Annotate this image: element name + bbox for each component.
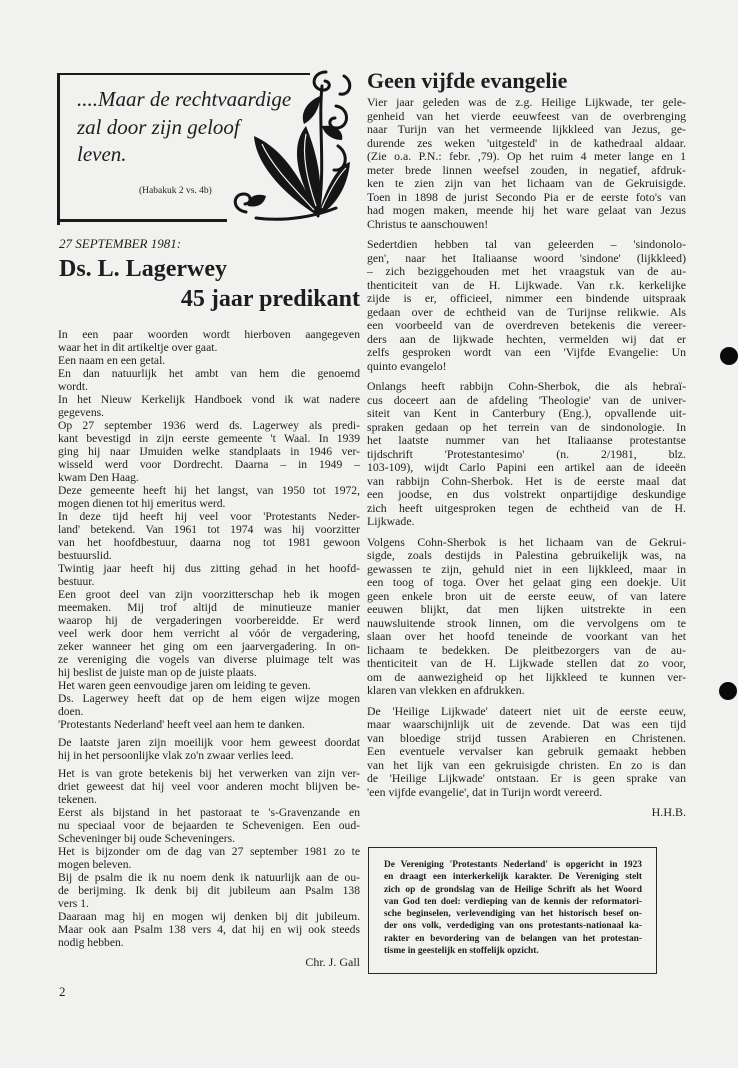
text-line: Het is bijzonder om de dag van 27 september 1981 zo te — [58, 845, 360, 858]
text-line: klaren van vlekken en afdrukken. — [367, 683, 525, 697]
text-line: het laatste nummer van het Italiaanse protestantse — [367, 433, 686, 447]
article-title-line2: 45 jaar predikant — [180, 286, 360, 312]
text-line: zeker wanneer het ging om een jaarvergadering. In on- — [58, 640, 360, 653]
text-line: een toog of toga. Over het gelaat ging een doekje. Uit — [367, 575, 686, 589]
punch-hole-icon — [720, 347, 738, 365]
paragraph — [58, 328, 360, 354]
text-line: Toen in 1898 de jurist Secondo Pia er de eerste foto's van — [367, 189, 686, 204]
paragraph — [367, 705, 686, 800]
text-line: naar Turijn van het vermeende lijkkleed van Jezus, ge- — [367, 122, 686, 136]
text-line: der ons volk, verdediging van ons protestants-nationaal ka- — [384, 921, 642, 932]
paragraph — [58, 354, 360, 367]
text-line: Eerst als bijstand in het pastoraat te 's-Gravenzande en — [58, 806, 360, 819]
text-line: Sedertdien hebben tal van geleerden – 'sindonolo- — [367, 237, 686, 251]
right-article-title: Geen vijfde evangelie — [367, 68, 568, 93]
text-line: zelfs gesproken wordt van een 'Vijfde Evangelie: Un — [367, 345, 686, 359]
text-line: mogen dienen tot hij emeritus werd. — [58, 497, 226, 510]
text-line: De laatste jaren zijn moeilijk voor hem geweest doordat — [58, 736, 360, 749]
text-line: wisseld werd voor Dordrecht. Daarna – in 1949 – — [58, 458, 360, 471]
paragraph — [58, 679, 360, 692]
text-line: In een paar woorden wordt hierboven aangegeven — [58, 328, 360, 341]
text-line: land' betekend. Van 1961 tot 1974 was hij voorzitter — [58, 523, 360, 536]
text-line: mogen beleven. — [58, 858, 132, 871]
text-line: meemaken. Mij trof altijd de minutieuze manier — [58, 601, 360, 614]
text-line: nodig hebben. — [58, 936, 124, 949]
paragraph — [58, 588, 360, 679]
text-line: de 'Heilige Lijkwade' ontstaan. Er is geen sprake van — [367, 771, 686, 785]
text-line: nu speciaal voor de bejaarden te Schevenigen. Een oud- — [58, 819, 360, 832]
text-line: siteit van Kent in Canterbury (Eng.), opvallende uit- — [367, 406, 686, 420]
text-line: van het hoofdbestuur, daarna nog tot 1981 gewoon — [58, 536, 360, 549]
text-line: Ds. Lagerwey heeft dat op de hem eigen wijze mogen — [58, 692, 360, 705]
association-info-text — [384, 859, 642, 957]
text-line: van bloedige strijd tussen Arabieren en Christenen. — [367, 730, 686, 745]
paragraph — [58, 910, 360, 949]
text-line: vers 1. — [58, 897, 89, 910]
text-line: sche beginselen, verlevendiging van het historisch besef on- — [384, 909, 642, 920]
text-line: lichaam te bedekken. De pleitbezorgers van de au- — [367, 642, 686, 657]
text-line: Op 27 september 1936 werd ds. Lagerwey als predi- — [58, 419, 360, 432]
paragraph — [58, 484, 360, 510]
text-line: ken te zien zijn van het lichaam van de Gekruisigde. — [367, 176, 686, 190]
text-line: hij beslist de juiste man op de juiste plaats. — [58, 666, 257, 679]
left-article-body — [58, 328, 360, 970]
text-line: Een naam en een getal. — [58, 354, 166, 367]
paragraph — [58, 736, 360, 762]
text-line: eeuwen blijkt, dat men lijken uitstrekte in een — [367, 602, 686, 616]
text-line: Het is van grote betekenis bij het verwerken van zijn ver- — [58, 767, 360, 780]
text-line: zich heeft uitgesproken tegen de echtheid van de H. — [367, 500, 686, 515]
text-line: En dan natuurlijk het ambt van hem die genoemd — [58, 367, 360, 380]
text-line: geen enkele bron uit de eerste eeuw, of van latere — [367, 588, 686, 603]
paragraph — [58, 510, 360, 562]
text-line: slaan over het hoofd teneinde de voorkant van het — [367, 629, 686, 643]
text-line: De 'Heilige Lijkwade' dateert niet uit de eerste eeuw, — [367, 703, 686, 718]
text-line: Bij de psalm die ik nu noem denk ik natuurlijk aan de ou- — [58, 871, 360, 884]
paragraph — [367, 238, 686, 373]
paragraph — [58, 845, 360, 871]
text-line: – zich beziggehouden met het vraagstuk van de au- — [367, 264, 686, 278]
text-line: een joodse, en dus volstrekt onpartijdige deskundige — [367, 487, 686, 501]
paragraph — [58, 367, 360, 393]
text-line: kwam Den Haag. — [58, 471, 139, 484]
text-line: Daaraan mag hij en mogen wij denken bij dit jubileum. — [58, 910, 360, 923]
text-line: Onlangs heeft rabbijn Cohn-Sherbok, die als hebraï- — [367, 379, 686, 393]
page-number: 2 — [59, 984, 66, 999]
text-line: tisme in geestelijk en stoffelijk opzicht. — [384, 946, 539, 957]
paragraph — [58, 562, 360, 588]
text-line: In het Nieuw Kerkelijk Handboek vond ik wat nadere — [58, 393, 360, 406]
floral-ornament-icon — [226, 66, 354, 226]
paragraph — [58, 718, 360, 731]
quote-line: zal door zijn geloof — [77, 114, 240, 139]
paragraph — [367, 96, 686, 231]
text-line: wordt. — [58, 380, 88, 393]
text-line: nauwsluitende strook linnen, om die vervolgens om te — [367, 615, 686, 630]
text-line: Volgens Cohn-Sherbok is het lichaam van de Gekrui- — [367, 534, 686, 549]
author-signature: Chr. J. Gall — [305, 955, 360, 969]
text-line: gedaan over de echtheid van de Turijnse relikwie. Als — [367, 304, 686, 319]
text-line: thenticiteit van de H. Lijkwade. Van r.k. kerkelijke — [367, 277, 686, 292]
paragraph — [367, 380, 686, 529]
text-line: maar waarschijnlijk uit de zevende. Dat was een tijd — [367, 717, 686, 731]
text-line: bestuur. — [58, 575, 95, 588]
text-line: 'een vijfde evangelie', dat in Turijn wordt vereerd. — [367, 784, 603, 799]
paragraph — [58, 871, 360, 910]
text-line: Het waren geen eenvoudige jaren om leiding te geven. — [58, 679, 311, 692]
text-line: spraken gedaan op het terrein van de sindonologie. In — [367, 419, 686, 434]
text-line: durende zes weken 'uitgesteld' in de kathedraal aldaar. — [367, 135, 686, 150]
text-line: driet geweest dat hij veel voor anderen mocht blijven be- — [58, 780, 360, 793]
right-article-body — [367, 96, 686, 820]
text-line: een voorbeeld van de overdreven betekenis die vereer- — [367, 318, 686, 332]
author-signature: H.H.B. — [651, 805, 686, 819]
text-line: sigde, zoals destijds in Palestina gebruikelijk was, na — [367, 548, 686, 562]
text-line: 103-109), wijdt Carlo Papini een artikel aan de ideeën — [367, 460, 686, 474]
text-line: 'Protestants Nederland' heeft veel aan hem te danken. — [58, 718, 305, 731]
article-title-line1: Ds. L. Lagerwey — [59, 256, 227, 282]
text-line: van het lijk van een gekruisigde christen. En zo is dan — [367, 757, 686, 772]
text-line: thenticiteit van de H. Lijkwade stellen dat zo voor, — [367, 656, 686, 670]
text-line: De Vereniging 'Protestants Nederland' is opgericht in 1923 — [384, 860, 642, 870]
quote-frame-bottom-rule — [57, 219, 227, 222]
text-line: cus doceert aan de afdeling 'Theologie' van de univer- — [367, 392, 686, 407]
text-line: doen. — [58, 705, 84, 718]
paragraph — [58, 419, 360, 484]
punch-hole-icon — [719, 682, 737, 700]
text-line: tijdschrift 'Protestantesimo' (n. 2/1981, blz. — [367, 446, 686, 461]
article-date: 27 SEPTEMBER 1981: — [59, 236, 182, 251]
text-line: genheid van het vierde eeuwfeest van de overbrenging — [367, 108, 686, 123]
text-line: veel werk door hem verricht al vóór de vergadering, — [58, 627, 360, 640]
quote-citation: (Habakuk 2 vs. 4b) — [139, 186, 212, 196]
text-line: kant bevestigd in zijn eerste gemeente 't Waal. In 1939 — [58, 432, 360, 445]
text-line: bestuurslid. — [58, 549, 112, 562]
text-line: ging hij naar IJmuiden welke standplaats in 1946 ver- — [58, 445, 360, 458]
text-line: zich op de grondslag van de Heilige Schrift als het Woord — [384, 884, 642, 895]
text-line: quinto evangelo! — [367, 358, 447, 373]
paragraph — [58, 692, 360, 718]
text-line: Christus te aanschouwen! — [367, 216, 489, 231]
text-line: en draagt een interkerkelijk karakter. De Vereniging stelt — [384, 872, 642, 883]
text-line: meter brede linnen weefsel zouden, in negatief, afdruk- — [367, 162, 686, 177]
text-line: zijde is er, officieel, nimmer een bindende uitspraak — [367, 291, 686, 305]
text-line: Vier jaar geleden was de z.g. Heilige Lijkwade, ter gele- — [367, 95, 686, 109]
text-line: Een groot deel van zijn voorzitterschap heb ik mogen — [58, 588, 360, 601]
quote-line: ....Maar de rechtvaardige — [77, 87, 292, 111]
paragraph — [58, 767, 360, 806]
text-line: de berijming. Ik denk bij dit jubileum aan Psalm 138 — [58, 884, 360, 897]
text-line: Twintig jaar heeft hij dus zitting gehad in het hoofd- — [58, 562, 360, 575]
text-line: van rabbijn Cohn-Sherbok. Het is de eerste maal dat — [367, 473, 686, 488]
text-line: In deze tijd heeft hij veel voor 'Protestants Neder- — [58, 510, 360, 523]
quote-line: leven. — [77, 142, 127, 166]
text-line: gewassen te zijn, gehuld niet in een lijkkleed, maar in — [367, 561, 686, 576]
text-line: had mogen maken, meende hij het ware gelaat van Jezus — [367, 203, 686, 217]
text-line: rakter en bevordering van de belangen van het protestan- — [384, 933, 642, 944]
text-line: van God ten doel: verdieping van de kennis der reformatori- — [384, 896, 642, 907]
text-line: hij in het persoonlijke vlak zo'n zwaar verlies leed. — [58, 749, 294, 762]
text-line: Een eventuele vervalser kan gebruik gemaakt hebben — [367, 744, 686, 758]
text-line: waarop hij de vergaderingen voorbereidde. Er werd — [58, 614, 360, 627]
paragraph — [58, 806, 360, 845]
paragraph — [367, 536, 686, 698]
text-line: ders aan de lijkwade hechten, vermelden wij dat er — [367, 331, 686, 346]
text-line: waar het in dit artikeltje over gaat. — [58, 341, 218, 354]
text-line: Deze gemeente heeft hij het langst, van 1950 tot 1972, — [58, 484, 360, 497]
text-line: ze vereniging die vogels van diverse pluimage telt was — [58, 653, 360, 666]
text-line: Lijkwade. — [367, 514, 415, 528]
text-line: tekenen. — [58, 793, 97, 806]
text-line: (Zie o.a. P.N.: febr. ,79). Op het ruim 4 meter lange en 1 — [367, 149, 686, 163]
text-line: gen', naar het Italiaanse woord 'sindone' (lijkkleed) — [367, 250, 686, 265]
text-line: om de aanwezigheid op het lijkkleed te kunnen ver- — [367, 669, 686, 684]
text-line: Scheveninger bij oude Scheveningers. — [58, 832, 236, 845]
paragraph — [58, 393, 360, 419]
text-line: Maar ook aan Psalm 138 vers 4, dat hij en wij ook steeds — [58, 923, 360, 936]
text-line: gegevens. — [58, 406, 105, 419]
